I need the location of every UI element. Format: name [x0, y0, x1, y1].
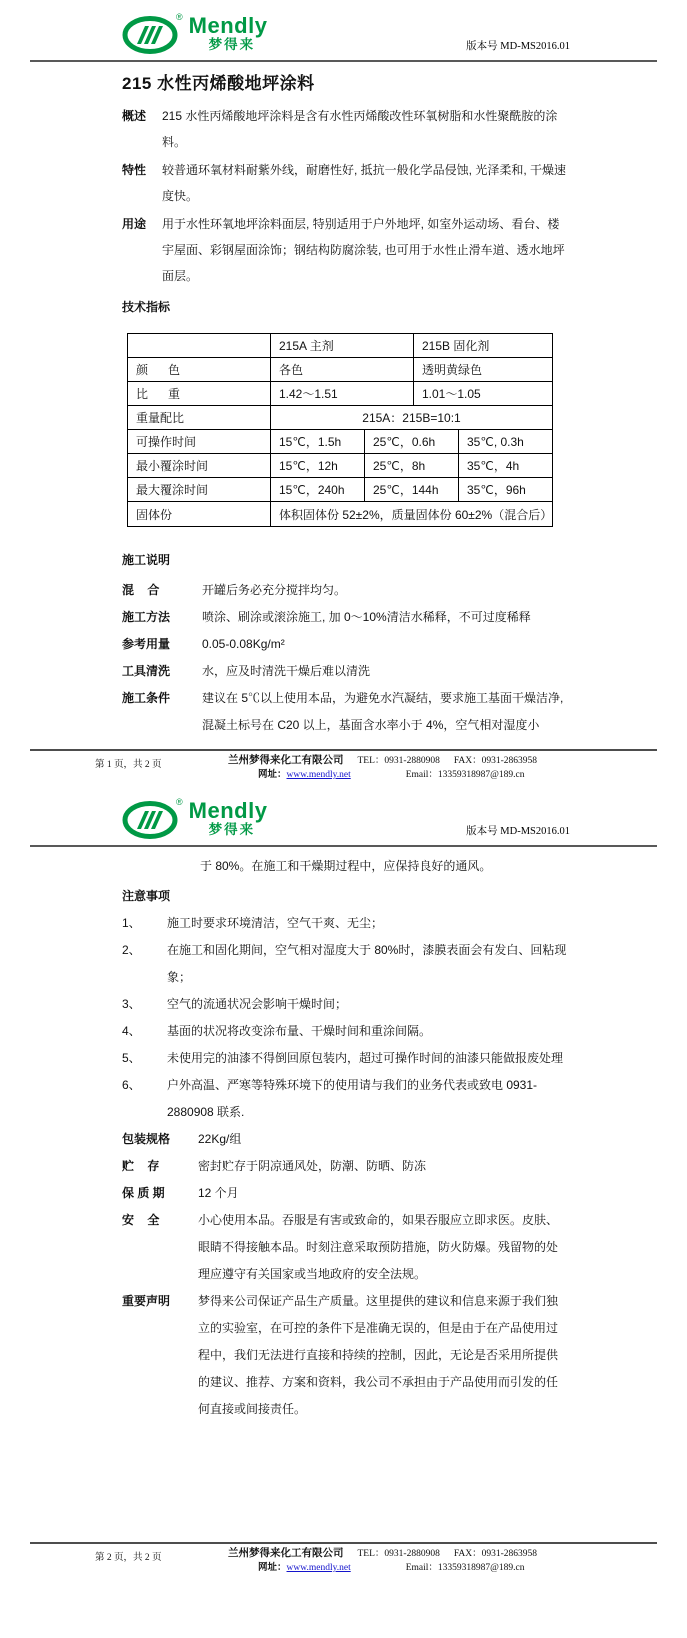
- table-row-color: [128, 358, 552, 382]
- construction-row-method: [122, 604, 568, 631]
- note-number: 1、: [122, 916, 141, 930]
- row-value: 水，应及时清洗干燥后难以清洗: [202, 664, 371, 678]
- table-cell: 1.42～1.51: [270, 382, 413, 405]
- row-value: 喷涂、刷涂或滚涂施工, 加 0～10%清洁水稀释，不可过度稀释: [202, 610, 531, 624]
- footer-email: Email：13359318987@189.cn: [405, 770, 525, 780]
- note-text: 空气的流通状况会影响干燥时间；: [167, 997, 348, 1011]
- spec-row-storage: [122, 1153, 568, 1180]
- table-row-specific-gravity: [128, 382, 552, 406]
- construction-row-conditions: [122, 685, 568, 739]
- section-usage: [122, 211, 568, 289]
- document-page-2: [0, 785, 687, 1638]
- note-item-1: [122, 910, 568, 937]
- registered-mark-icon: ®: [176, 12, 183, 22]
- table-cell: 215A 主剂: [270, 334, 413, 357]
- table-cell: [128, 334, 270, 357]
- construction-row-cleaning: [122, 658, 568, 685]
- note-number: 5、: [122, 1051, 141, 1065]
- continuation-text: 于 80%。在施工和干燥期过程中，应保持良好的通风。: [200, 859, 492, 873]
- company-name: 兰州梦得来化工有限公司: [228, 755, 344, 766]
- table-row-min-recoat: [128, 454, 552, 478]
- row-label: 施工方法: [122, 610, 171, 624]
- table-cell: 可操作时间: [136, 435, 197, 449]
- logo-chinese-name: 梦得来: [208, 822, 256, 837]
- note-text: 户外高温、严寒等特殊环境下的使用请与我们的业务代表或致电 0931-2880908 联系.: [167, 1078, 538, 1119]
- note-item-4: [122, 1018, 568, 1045]
- section-label: 用途: [122, 217, 147, 231]
- spec-row-shelf-life: [122, 1180, 568, 1207]
- header-divider: [30, 845, 657, 847]
- table-cell: 各色: [270, 358, 413, 381]
- row-label: 包装规格: [122, 1132, 171, 1146]
- table-cell: 215B 固化剂: [413, 334, 552, 357]
- spec-row-disclaimer: [122, 1288, 568, 1423]
- construction-row-mixing: [122, 577, 568, 604]
- note-number: 3、: [122, 997, 141, 1011]
- note-text: 基面的状况将改变涂布量、干燥时间和重涂间隔。: [167, 1024, 432, 1038]
- row-value: 梦得来公司保证产品生产质量。这里提供的建议和信息来源于我们独立的实验室，在可控的条件下是准确无误的，但是由于在产品使用过程中，我们无法进行直接和持续的控制，因此，无论是否采用所提供的建议、推荐、方案和资料，我公司不承担由于产品使用而引发的任何直接或间接责任。: [198, 1294, 559, 1416]
- table-cell: 35℃，4h: [458, 454, 552, 477]
- note-number: 6、: [122, 1078, 141, 1092]
- row-label: 工具清洗: [122, 664, 171, 678]
- page2-header: [0, 785, 687, 845]
- row-value: 12 个月: [198, 1186, 239, 1200]
- spec-row-safety: [122, 1207, 568, 1288]
- footer-fax: FAX：0931-2863958: [453, 756, 538, 766]
- note-item-6: [122, 1072, 568, 1126]
- mendly-logo-mark-icon: [122, 15, 178, 55]
- section-overview: [122, 103, 568, 155]
- section-text: 较普通环氧材料耐紫外线，耐磨性好, 抵抗一般化学品侵蚀, 光泽柔和, 干燥速度快。: [162, 163, 567, 203]
- table-cell: 体积固体份 52±2%，质量固体份 60±2%（混合后）: [270, 502, 552, 526]
- note-item-3: [122, 991, 568, 1018]
- page-number: 第 1 页，共 2 页: [95, 760, 162, 770]
- table-cell: 35℃，96h: [458, 478, 552, 501]
- footer-fax: FAX：0931-2863958: [453, 1549, 538, 1559]
- note-text: 未使用完的油漆不得倒回原包装内，超过可操作时间的油漆只能做报废处理: [167, 1051, 564, 1065]
- page1-footer: [0, 749, 687, 782]
- row-label: 重要声明: [122, 1294, 171, 1308]
- mendly-logo: [122, 12, 268, 55]
- table-cell: 15℃，12h: [270, 454, 364, 477]
- page1-header: [0, 0, 687, 60]
- page-title: 215 水性丙烯酸地坪涂料: [122, 74, 315, 93]
- row-value: 0.05-0.08Kg/m²: [202, 637, 285, 651]
- row-label: 保 质 期: [122, 1186, 165, 1200]
- note-item-5: [122, 1045, 568, 1072]
- note-number: 4、: [122, 1024, 141, 1038]
- table-cell: 比 重: [136, 387, 181, 401]
- table-cell: 25℃，8h: [364, 454, 458, 477]
- construction-row-coverage: [122, 631, 568, 658]
- section-text: 用于水性环氧地坪涂料面层, 特别适用于户外地坪, 如室外运动场、看台、楼宇屋面、彩钢屋面涂饰；钢结构防腐涂装, 也可用于水性止滑车道、透水地坪面层。: [162, 217, 565, 283]
- row-value: 密封贮存于阴凉通风处，防潮、防晒、防冻: [198, 1159, 427, 1173]
- section-text: 215 水性丙烯酸地坪涂料是含有水性丙烯酸改性环氧树脂和水性聚酰胺的涂料。: [162, 109, 558, 149]
- header-divider: [30, 60, 657, 62]
- spec-row-packaging: [122, 1126, 568, 1153]
- document-page-1: [0, 0, 687, 785]
- table-cell: 15℃，1.5h: [270, 430, 364, 453]
- logo-wordmark: Mendly: [188, 798, 268, 823]
- note-text: 在施工和固化期间，空气相对湿度大于 80%时，漆膜表面会有发白、回粘现象；: [167, 943, 567, 984]
- table-cell: 25℃，0.6h: [364, 430, 458, 453]
- section-label: 概述: [122, 109, 147, 123]
- footer-email: Email：13359318987@189.cn: [405, 1563, 525, 1573]
- table-cell: 最大覆涂时间: [136, 483, 209, 497]
- table-cell: 35℃, 0.3h: [458, 430, 552, 453]
- row-value: 建议在 5℃以上使用本品，为避免水汽凝结，要求施工基面干燥洁净, 混凝土标号在 C20 以上，基面含水率小于 4%，空气相对湿度小: [202, 691, 564, 732]
- row-label: 参考用量: [122, 637, 171, 651]
- note-number: 2、: [122, 943, 141, 957]
- table-cell: 最小覆涂时间: [136, 459, 209, 473]
- table-row-pot-life: [128, 430, 552, 454]
- registered-mark-icon: ®: [176, 797, 183, 807]
- section-features: [122, 157, 568, 209]
- row-label: 贮 存: [122, 1159, 160, 1173]
- row-label: 安 全: [122, 1213, 160, 1227]
- construction-heading: 施工说明: [122, 553, 171, 567]
- version-label: 版本号 MD-MS2016.01: [466, 826, 570, 837]
- note-item-2: [122, 937, 568, 991]
- company-name: 兰州梦得来化工有限公司: [228, 1548, 344, 1559]
- footer-tel: TEL：0931-2880908: [357, 1549, 440, 1559]
- page2-footer: [0, 1542, 687, 1575]
- table-cell: 颜 色: [136, 363, 181, 377]
- note-text: 施工时要求环境清洁，空气干爽、无尘；: [167, 916, 384, 930]
- tech-specs-table: [127, 333, 553, 527]
- table-cell: 215A：215B=10:1: [270, 406, 552, 429]
- footer-tel: TEL：0931-2880908: [357, 756, 440, 766]
- table-cell: 透明黄绿色: [413, 358, 552, 381]
- footer-website: [258, 1561, 351, 1575]
- table-cell: 25℃，144h: [364, 478, 458, 501]
- table-cell: 固体份: [136, 507, 173, 522]
- website-link[interactable]: www.mendly.net: [286, 770, 351, 780]
- row-value: 22Kg/组: [198, 1132, 242, 1146]
- logo-wordmark: Mendly: [188, 13, 268, 38]
- table-row-solids: [128, 502, 552, 526]
- website-label: 网址：: [258, 770, 287, 780]
- table-cell: 重量配比: [136, 411, 185, 425]
- notes-heading: 注意事项: [122, 889, 171, 903]
- page-number: 第 2 页，共 2 页: [95, 1553, 162, 1563]
- footer-website: [258, 768, 351, 782]
- mendly-logo-mark-icon: [122, 800, 178, 840]
- logo-chinese-name: 梦得来: [208, 37, 256, 52]
- row-value: 小心使用本品。吞服是有害或致命的，如果吞服应立即求医。皮肤、眼睛不得接触本品。时刻注意采取预防措施，防火防爆。残留物的处理应遵守有关国家或当地政府的安全法规。: [198, 1213, 559, 1281]
- table-header-row: [128, 334, 552, 358]
- table-row-mix-ratio: [128, 406, 552, 430]
- tech-specs-heading: 技术指标: [122, 300, 171, 314]
- website-label: 网址：: [258, 1563, 287, 1573]
- section-label: 特性: [122, 163, 147, 177]
- row-label: 施工条件: [122, 691, 171, 705]
- table-row-max-recoat: [128, 478, 552, 502]
- mendly-logo: [122, 797, 268, 840]
- version-label: 版本号 MD-MS2016.01: [466, 41, 570, 52]
- row-value: 开罐后务必充分搅拌均匀。: [202, 583, 347, 597]
- website-link[interactable]: www.mendly.net: [286, 1563, 351, 1573]
- table-cell: 15℃，240h: [270, 478, 364, 501]
- table-cell: 1.01～1.05: [413, 382, 552, 405]
- row-label: 混 合: [122, 583, 160, 597]
